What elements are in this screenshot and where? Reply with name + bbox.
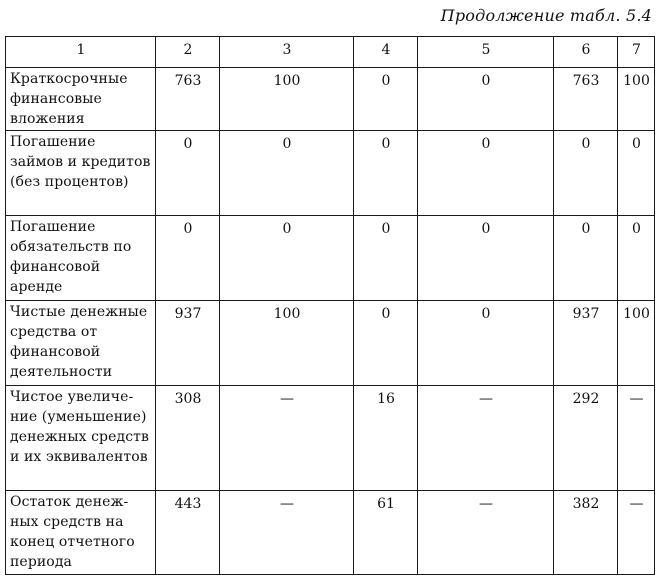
table-cell: 0 xyxy=(156,131,220,216)
table-cell: 308 xyxy=(156,386,220,491)
column-header: 6 xyxy=(554,37,618,68)
column-header: 4 xyxy=(354,37,418,68)
table-cell: — xyxy=(220,491,354,575)
row-label: Остаток денежных средств на конец отчетного периода xyxy=(6,491,156,575)
table-cell: 0 xyxy=(354,131,418,216)
table-cell: 0 xyxy=(354,216,418,301)
table-cell: — xyxy=(618,386,655,491)
table-cell: 443 xyxy=(156,491,220,575)
table-cell: 100 xyxy=(220,68,354,131)
table-header-row xyxy=(6,37,655,68)
table-cell: — xyxy=(220,386,354,491)
data-table xyxy=(5,36,655,575)
table-row xyxy=(6,491,655,575)
row-label: Погашение займов и кредитов (без процентов) xyxy=(6,131,156,216)
table-cell: 0 xyxy=(618,131,655,216)
row-label: Чистое увеличение (уменьшение) денежных средств и их эквивалентов xyxy=(6,386,156,491)
table-cell: 0 xyxy=(418,301,554,386)
column-header: 7 xyxy=(618,37,655,68)
column-header: 5 xyxy=(418,37,554,68)
table-cell: 0 xyxy=(554,216,618,301)
table-cell: 16 xyxy=(354,386,418,491)
table-cell: — xyxy=(418,386,554,491)
column-header: 3 xyxy=(220,37,354,68)
table-cell: 382 xyxy=(554,491,618,575)
table-cell: 61 xyxy=(354,491,418,575)
table-cell: — xyxy=(618,491,655,575)
table-cell: 0 xyxy=(554,131,618,216)
table-cell: 100 xyxy=(618,301,655,386)
table-cell: 100 xyxy=(220,301,354,386)
table-cell: 100 xyxy=(618,68,655,131)
table-cell: 0 xyxy=(156,216,220,301)
table-cell: 292 xyxy=(554,386,618,491)
column-header: 2 xyxy=(156,37,220,68)
table-cell: — xyxy=(418,491,554,575)
table-row xyxy=(6,216,655,301)
table-cell: 0 xyxy=(220,131,354,216)
table-row xyxy=(6,131,655,216)
row-label: Погашение обязательств по финансовой аренде xyxy=(6,216,156,301)
table-cell: 0 xyxy=(354,68,418,131)
table-cell: 0 xyxy=(418,131,554,216)
table-cell: 763 xyxy=(156,68,220,131)
table-cell: 0 xyxy=(618,216,655,301)
table-row xyxy=(6,68,655,131)
row-label: Чистые денежные средства от финансовой деятельности xyxy=(6,301,156,386)
table-cell: 0 xyxy=(354,301,418,386)
table-cell: 763 xyxy=(554,68,618,131)
table-cell: 0 xyxy=(418,216,554,301)
table-cell: 0 xyxy=(220,216,354,301)
table-cell: 937 xyxy=(156,301,220,386)
table-row xyxy=(6,301,655,386)
table-cell: 0 xyxy=(418,68,554,131)
row-label: Краткосрочные финансовые вложения xyxy=(6,68,156,131)
column-header: 1 xyxy=(6,37,156,68)
table-caption: Продолжение табл. 5.4 xyxy=(440,6,652,25)
table-row xyxy=(6,386,655,491)
table-cell: 937 xyxy=(554,301,618,386)
